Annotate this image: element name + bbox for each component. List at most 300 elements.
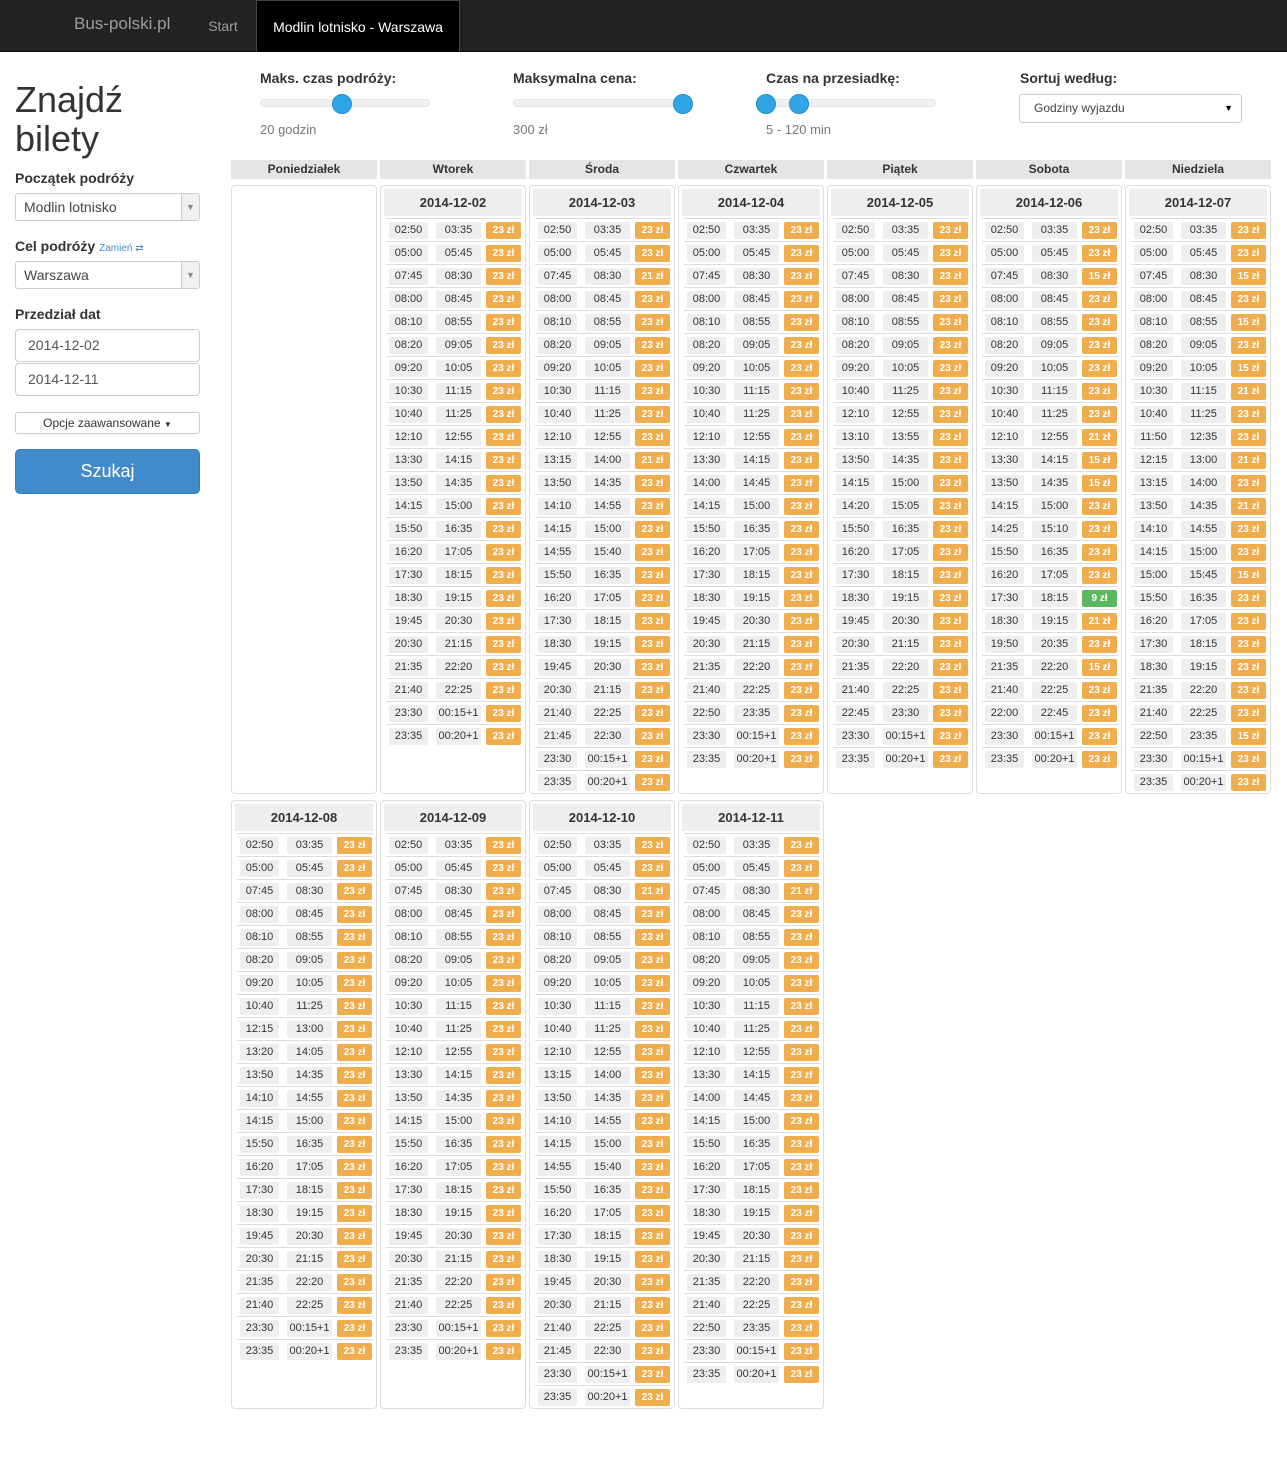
trip-row[interactable] (684, 1270, 820, 1293)
trip-row[interactable] (386, 1063, 522, 1086)
trip-row[interactable] (386, 356, 522, 379)
trip-row[interactable] (535, 1293, 671, 1316)
trip-row[interactable] (535, 379, 671, 402)
trip-row[interactable] (386, 1339, 522, 1362)
price-badge[interactable]: 15 zł (1082, 475, 1117, 492)
price-badge[interactable]: 23 zł (784, 1044, 819, 1061)
brand-link[interactable]: Bus-polski.pl (74, 14, 171, 33)
trip-row[interactable] (982, 678, 1118, 701)
price-badge[interactable]: 23 zł (784, 475, 819, 492)
trip-row[interactable] (684, 310, 820, 333)
trip-row[interactable] (237, 1040, 373, 1063)
price-badge[interactable]: 23 zł (933, 245, 968, 262)
trip-row[interactable] (386, 632, 522, 655)
trip-row[interactable] (833, 747, 969, 770)
trip-row[interactable] (982, 287, 1118, 310)
trip-row[interactable] (833, 218, 969, 241)
price-badge[interactable]: 23 zł (337, 1343, 372, 1360)
trip-row[interactable] (237, 856, 373, 879)
price-badge[interactable]: 23 zł (635, 1366, 670, 1383)
trip-row[interactable] (684, 747, 820, 770)
trip-row[interactable] (684, 1293, 820, 1316)
nav-route-active[interactable]: Modlin lotnisko - Warszawa (256, 0, 460, 52)
price-badge[interactable]: 23 zł (1082, 245, 1117, 262)
trip-row[interactable] (535, 948, 671, 971)
price-badge[interactable]: 23 zł (337, 1205, 372, 1222)
trip-row[interactable] (684, 902, 820, 925)
trip-row[interactable] (237, 994, 373, 1017)
trip-row[interactable] (1131, 241, 1267, 264)
price-badge[interactable]: 23 zł (784, 521, 819, 538)
price-badge[interactable]: 23 zł (784, 728, 819, 745)
price-badge[interactable]: 23 zł (784, 337, 819, 354)
price-badge[interactable]: 23 zł (635, 1136, 670, 1153)
trip-row[interactable] (535, 609, 671, 632)
trip-row[interactable] (535, 879, 671, 902)
price-badge[interactable]: 23 zł (933, 429, 968, 446)
price-badge[interactable]: 23 zł (1082, 728, 1117, 745)
trip-row[interactable] (386, 879, 522, 902)
price-badge[interactable]: 23 zł (337, 1320, 372, 1337)
price-badge[interactable]: 23 zł (486, 613, 521, 630)
price-badge[interactable]: 23 zł (486, 1113, 521, 1130)
price-badge[interactable]: 23 zł (1231, 475, 1266, 492)
price-badge[interactable]: 23 zł (933, 383, 968, 400)
price-badge[interactable]: 23 zł (784, 1366, 819, 1383)
trip-row[interactable] (982, 471, 1118, 494)
price-badge[interactable]: 23 zł (337, 1067, 372, 1084)
advanced-options-button[interactable] (15, 412, 200, 434)
trip-row[interactable] (535, 1017, 671, 1040)
trip-row[interactable] (982, 655, 1118, 678)
trip-row[interactable] (684, 833, 820, 856)
price-badge[interactable]: 21 zł (635, 883, 670, 900)
price-badge[interactable]: 21 zł (1231, 452, 1266, 469)
trip-row[interactable] (386, 833, 522, 856)
price-badge[interactable]: 23 zł (635, 475, 670, 492)
trip-row[interactable] (1131, 701, 1267, 724)
trip-row[interactable] (684, 856, 820, 879)
price-badge[interactable]: 23 zł (337, 975, 372, 992)
trip-row[interactable] (684, 994, 820, 1017)
trip-row[interactable] (1131, 379, 1267, 402)
trip-row[interactable] (1131, 586, 1267, 609)
trip-row[interactable] (684, 1247, 820, 1270)
price-badge[interactable]: 23 zł (635, 360, 670, 377)
price-badge[interactable]: 23 zł (337, 1021, 372, 1038)
trip-row[interactable] (386, 1040, 522, 1063)
trip-row[interactable] (237, 902, 373, 925)
trip-row[interactable] (237, 1132, 373, 1155)
price-badge[interactable]: 23 zł (933, 291, 968, 308)
price-badge[interactable]: 23 zł (635, 952, 670, 969)
max-time-slider-handle[interactable] (332, 94, 352, 114)
price-badge[interactable]: 23 zł (635, 498, 670, 515)
price-badge[interactable]: 23 zł (635, 613, 670, 630)
price-badge[interactable]: 23 zł (784, 291, 819, 308)
price-badge[interactable]: 23 zł (1082, 360, 1117, 377)
price-badge[interactable]: 23 zł (1082, 751, 1117, 768)
trip-row[interactable] (386, 678, 522, 701)
trip-row[interactable] (1131, 218, 1267, 241)
trip-row[interactable] (1131, 540, 1267, 563)
trip-row[interactable] (237, 1086, 373, 1109)
trip-row[interactable] (684, 264, 820, 287)
price-badge[interactable]: 23 zł (933, 567, 968, 584)
trip-row[interactable] (535, 540, 671, 563)
nav-start[interactable]: Start (208, 18, 238, 34)
price-badge[interactable]: 23 zł (337, 1159, 372, 1176)
trip-row[interactable] (684, 948, 820, 971)
price-badge[interactable]: 21 zł (1231, 498, 1266, 515)
price-badge[interactable]: 23 zł (784, 1090, 819, 1107)
price-badge[interactable]: 23 zł (635, 860, 670, 877)
price-badge[interactable]: 23 zł (933, 544, 968, 561)
sort-select[interactable] (1019, 94, 1242, 123)
trip-row[interactable] (833, 425, 969, 448)
trip-row[interactable] (684, 1155, 820, 1178)
price-badge[interactable]: 23 zł (1082, 498, 1117, 515)
price-badge[interactable]: 21 zł (1231, 383, 1266, 400)
price-badge[interactable]: 23 zł (486, 1021, 521, 1038)
price-badge[interactable]: 23 zł (784, 268, 819, 285)
price-badge[interactable]: 23 zł (933, 636, 968, 653)
price-badge[interactable]: 23 zł (784, 1159, 819, 1176)
price-badge[interactable]: 23 zł (784, 544, 819, 561)
price-badge[interactable]: 23 zł (486, 883, 521, 900)
price-badge[interactable]: 23 zł (784, 1136, 819, 1153)
price-badge[interactable]: 15 zł (1231, 360, 1266, 377)
trip-row[interactable] (535, 1063, 671, 1086)
trip-row[interactable] (833, 402, 969, 425)
price-badge[interactable]: 23 zł (635, 1067, 670, 1084)
trip-row[interactable] (237, 1224, 373, 1247)
price-badge[interactable]: 23 zł (486, 728, 521, 745)
trip-row[interactable] (386, 287, 522, 310)
price-badge[interactable]: 23 zł (1231, 659, 1266, 676)
price-badge[interactable]: 23 zł (933, 705, 968, 722)
price-badge[interactable]: 23 zł (1231, 429, 1266, 446)
price-badge[interactable]: 23 zł (635, 337, 670, 354)
trip-row[interactable] (684, 379, 820, 402)
price-badge[interactable]: 23 zł (486, 1274, 521, 1291)
trip-row[interactable] (833, 356, 969, 379)
trip-row[interactable] (982, 264, 1118, 287)
trip-row[interactable] (684, 1316, 820, 1339)
trip-row[interactable] (535, 724, 671, 747)
price-badge[interactable]: 23 zł (635, 636, 670, 653)
trip-row[interactable] (1131, 494, 1267, 517)
trip-row[interactable] (982, 586, 1118, 609)
trip-row[interactable] (684, 971, 820, 994)
price-badge[interactable]: 23 zł (486, 952, 521, 969)
trip-row[interactable] (535, 678, 671, 701)
price-badge[interactable]: 23 zł (337, 1182, 372, 1199)
trip-row[interactable] (535, 632, 671, 655)
trip-row[interactable] (1131, 448, 1267, 471)
price-badge[interactable]: 23 zł (1082, 521, 1117, 538)
trip-row[interactable] (982, 333, 1118, 356)
trip-row[interactable] (535, 310, 671, 333)
price-badge[interactable]: 23 zł (1231, 590, 1266, 607)
destination-select[interactable] (15, 261, 200, 289)
price-badge[interactable]: 23 zł (1082, 705, 1117, 722)
price-badge[interactable]: 23 zł (486, 590, 521, 607)
price-badge[interactable]: 23 zł (635, 1182, 670, 1199)
trip-row[interactable] (386, 402, 522, 425)
price-badge[interactable]: 23 zł (784, 222, 819, 239)
price-badge[interactable]: 23 zł (784, 245, 819, 262)
price-badge[interactable]: 23 zł (337, 1274, 372, 1291)
trip-row[interactable] (684, 1109, 820, 1132)
trip-row[interactable] (833, 632, 969, 655)
trip-row[interactable] (833, 241, 969, 264)
origin-select[interactable] (15, 193, 200, 221)
trip-row[interactable] (684, 402, 820, 425)
trip-row[interactable] (535, 494, 671, 517)
price-badge[interactable]: 23 zł (784, 1297, 819, 1314)
price-badge[interactable]: 23 zł (635, 682, 670, 699)
trip-row[interactable] (684, 1201, 820, 1224)
price-badge[interactable]: 23 zł (933, 613, 968, 630)
price-badge[interactable]: 23 zł (784, 590, 819, 607)
price-badge[interactable]: 23 zł (486, 1205, 521, 1222)
price-badge[interactable]: 23 zł (486, 383, 521, 400)
price-badge[interactable]: 23 zł (486, 521, 521, 538)
trip-row[interactable] (684, 218, 820, 241)
trip-row[interactable] (237, 948, 373, 971)
trip-row[interactable] (982, 540, 1118, 563)
trip-row[interactable] (535, 902, 671, 925)
trip-row[interactable] (982, 448, 1118, 471)
price-badge[interactable]: 23 zł (635, 544, 670, 561)
trip-row[interactable] (535, 448, 671, 471)
trip-row[interactable] (535, 333, 671, 356)
price-badge[interactable]: 23 zł (486, 837, 521, 854)
price-badge[interactable]: 23 zł (486, 360, 521, 377)
trip-row[interactable] (386, 1293, 522, 1316)
trip-row[interactable] (386, 1132, 522, 1155)
trip-row[interactable] (684, 655, 820, 678)
trip-row[interactable] (982, 701, 1118, 724)
price-badge[interactable]: 23 zł (1231, 613, 1266, 630)
trip-row[interactable] (1131, 471, 1267, 494)
price-badge[interactable]: 23 zł (784, 1274, 819, 1291)
price-badge[interactable]: 23 zł (1231, 705, 1266, 722)
trip-row[interactable] (535, 925, 671, 948)
trip-row[interactable] (1131, 310, 1267, 333)
trip-row[interactable] (386, 448, 522, 471)
price-badge[interactable]: 23 zł (1082, 567, 1117, 584)
price-badge[interactable]: 23 zł (635, 1274, 670, 1291)
price-badge[interactable]: 23 zł (1082, 544, 1117, 561)
price-badge[interactable]: 21 zł (1082, 613, 1117, 630)
price-badge[interactable]: 23 zł (486, 429, 521, 446)
trip-row[interactable] (833, 264, 969, 287)
trip-row[interactable] (982, 609, 1118, 632)
price-badge[interactable]: 23 zł (486, 337, 521, 354)
trip-row[interactable] (684, 287, 820, 310)
price-badge[interactable]: 23 zł (486, 998, 521, 1015)
trip-row[interactable] (535, 356, 671, 379)
trip-row[interactable] (535, 971, 671, 994)
trip-row[interactable] (386, 1316, 522, 1339)
trip-row[interactable] (1131, 747, 1267, 770)
trip-row[interactable] (684, 448, 820, 471)
date-to-input[interactable]: 2014-12-11 (15, 363, 200, 396)
trip-row[interactable] (237, 1017, 373, 1040)
trip-row[interactable] (684, 333, 820, 356)
price-badge[interactable]: 21 zł (635, 452, 670, 469)
trip-row[interactable] (684, 1063, 820, 1086)
trip-row[interactable] (386, 1017, 522, 1040)
swap-link[interactable] (99, 243, 144, 254)
trip-row[interactable] (833, 494, 969, 517)
price-badge[interactable]: 23 zł (933, 222, 968, 239)
trip-row[interactable] (1131, 425, 1267, 448)
price-badge[interactable]: 23 zł (635, 1228, 670, 1245)
price-badge[interactable]: 23 zł (337, 1297, 372, 1314)
trip-row[interactable] (833, 724, 969, 747)
price-badge[interactable]: 23 zł (635, 1343, 670, 1360)
price-badge[interactable]: 23 zł (635, 705, 670, 722)
price-badge[interactable]: 23 zł (635, 314, 670, 331)
trip-row[interactable] (386, 701, 522, 724)
price-badge[interactable]: 23 zł (1231, 406, 1266, 423)
price-badge[interactable]: 23 zł (486, 659, 521, 676)
trip-row[interactable] (1131, 655, 1267, 678)
price-badge[interactable]: 23 zł (486, 268, 521, 285)
price-badge[interactable]: 23 zł (635, 1159, 670, 1176)
trip-row[interactable] (386, 379, 522, 402)
search-button[interactable]: Szukaj (15, 449, 200, 494)
price-badge[interactable]: 23 zł (784, 975, 819, 992)
trip-row[interactable] (237, 1270, 373, 1293)
price-badge[interactable]: 23 zł (1231, 774, 1266, 791)
trip-row[interactable] (1131, 287, 1267, 310)
price-badge[interactable]: 23 zł (1231, 291, 1266, 308)
price-badge[interactable]: 23 zł (784, 613, 819, 630)
trip-row[interactable] (386, 1155, 522, 1178)
trip-row[interactable] (386, 218, 522, 241)
trip-row[interactable] (684, 1017, 820, 1040)
price-badge[interactable]: 23 zł (933, 728, 968, 745)
price-badge[interactable]: 9 zł (1082, 590, 1117, 607)
trip-row[interactable] (1131, 402, 1267, 425)
price-badge[interactable]: 23 zł (486, 1182, 521, 1199)
price-badge[interactable]: 23 zł (784, 751, 819, 768)
price-badge[interactable]: 23 zł (635, 728, 670, 745)
price-badge[interactable]: 23 zł (486, 1320, 521, 1337)
price-badge[interactable]: 23 zł (784, 659, 819, 676)
price-badge[interactable]: 23 zł (784, 682, 819, 699)
price-badge[interactable]: 15 zł (1231, 314, 1266, 331)
trip-row[interactable] (684, 241, 820, 264)
price-badge[interactable]: 23 zł (486, 1159, 521, 1176)
price-badge[interactable]: 23 zł (784, 998, 819, 1015)
trip-row[interactable] (535, 1362, 671, 1385)
price-badge[interactable]: 23 zł (486, 860, 521, 877)
price-badge[interactable]: 23 zł (486, 929, 521, 946)
price-badge[interactable]: 23 zł (784, 498, 819, 515)
trip-row[interactable] (535, 1339, 671, 1362)
trip-row[interactable] (833, 333, 969, 356)
trip-row[interactable] (833, 655, 969, 678)
price-badge[interactable]: 23 zł (486, 682, 521, 699)
trip-row[interactable] (982, 241, 1118, 264)
trip-row[interactable] (1131, 724, 1267, 747)
trip-row[interactable] (684, 517, 820, 540)
trip-row[interactable] (833, 471, 969, 494)
price-badge[interactable]: 23 zł (635, 521, 670, 538)
price-badge[interactable]: 23 zł (486, 406, 521, 423)
price-badge[interactable]: 21 zł (1082, 429, 1117, 446)
price-badge[interactable]: 23 zł (1231, 245, 1266, 262)
price-badge[interactable]: 23 zł (784, 452, 819, 469)
price-badge[interactable]: 23 zł (784, 406, 819, 423)
price-badge[interactable]: 23 zł (337, 1044, 372, 1061)
trip-row[interactable] (535, 1178, 671, 1201)
price-badge[interactable]: 23 zł (784, 929, 819, 946)
price-badge[interactable]: 23 zł (933, 314, 968, 331)
price-badge[interactable]: 23 zł (337, 906, 372, 923)
price-badge[interactable]: 23 zł (486, 1067, 521, 1084)
trip-row[interactable] (684, 925, 820, 948)
price-badge[interactable]: 23 zł (784, 429, 819, 446)
price-badge[interactable]: 23 zł (337, 883, 372, 900)
trip-row[interactable] (386, 925, 522, 948)
trip-row[interactable] (386, 241, 522, 264)
price-badge[interactable]: 23 zł (784, 1320, 819, 1337)
price-badge[interactable]: 23 zł (933, 337, 968, 354)
trip-row[interactable] (833, 540, 969, 563)
trip-row[interactable] (386, 948, 522, 971)
price-badge[interactable]: 23 zł (486, 636, 521, 653)
trip-row[interactable] (684, 494, 820, 517)
price-badge[interactable]: 23 zł (635, 245, 670, 262)
price-badge[interactable]: 23 zł (337, 1136, 372, 1153)
price-badge[interactable]: 23 zł (635, 1251, 670, 1268)
trip-row[interactable] (386, 1178, 522, 1201)
trip-row[interactable] (1131, 632, 1267, 655)
trip-row[interactable] (982, 563, 1118, 586)
price-badge[interactable]: 23 zł (933, 452, 968, 469)
trip-row[interactable] (535, 1132, 671, 1155)
price-badge[interactable]: 23 zł (784, 860, 819, 877)
trip-row[interactable] (386, 856, 522, 879)
trip-row[interactable] (386, 310, 522, 333)
price-badge[interactable]: 23 zł (486, 975, 521, 992)
trip-row[interactable] (386, 333, 522, 356)
trip-row[interactable] (535, 1316, 671, 1339)
trip-row[interactable] (535, 1109, 671, 1132)
trip-row[interactable] (982, 402, 1118, 425)
trip-row[interactable] (684, 1224, 820, 1247)
trip-row[interactable] (237, 1178, 373, 1201)
price-badge[interactable]: 23 zł (784, 1021, 819, 1038)
trip-row[interactable] (684, 724, 820, 747)
price-badge[interactable]: 23 zł (486, 1343, 521, 1360)
trip-row[interactable] (237, 925, 373, 948)
trip-row[interactable] (535, 1385, 671, 1408)
trip-row[interactable] (1131, 517, 1267, 540)
price-badge[interactable]: 23 zł (933, 682, 968, 699)
price-badge[interactable]: 23 zł (784, 1182, 819, 1199)
price-badge[interactable]: 23 zł (486, 314, 521, 331)
price-badge[interactable]: 23 zł (635, 837, 670, 854)
price-badge[interactable]: 23 zł (784, 636, 819, 653)
trip-row[interactable] (982, 632, 1118, 655)
